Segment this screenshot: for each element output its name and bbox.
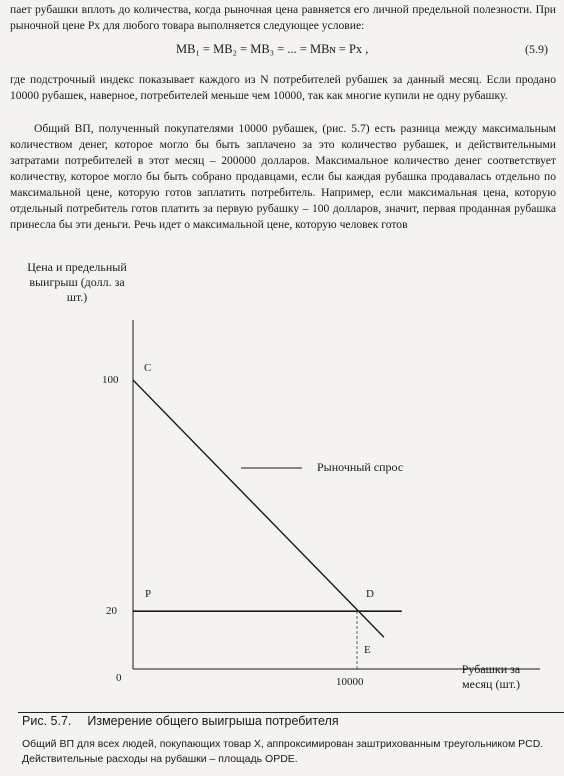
y-axis-label: Цена и предельный выигрыш (долл. за шт.) [27, 260, 127, 304]
paragraph-intro: пает рубашки вплоть до количества, когда рыночная цена равняется его личной предельной полезности. При рыночной цене Pх для любого товара выполняется следующее условие: [10, 3, 556, 32]
figure-caption-body: Общий ВП для всех людей, покупающих товар X, аппроксимирован заштрихованным треугольником PCD. Действительные расходы на рубашки – площадь OPDE. [22, 738, 544, 765]
y-tick-20: 20 [106, 605, 117, 617]
figure-title: Измерение общего выигрыша потребителя [87, 714, 339, 728]
x-axis-label: Рубашки за месяц (шт.) [461, 662, 521, 691]
point-label-p: P [145, 588, 152, 600]
x-tick-10000: 10000 [336, 676, 364, 688]
origin-label: 0 [116, 672, 122, 684]
equation: MB₁ = MB₂ = MB₃ = ... = MBɴ = Pх , [176, 42, 369, 56]
point-label-d: D [366, 588, 374, 600]
demand-line [133, 380, 384, 637]
point-label-c: C [144, 362, 152, 374]
figure-number: Рис. 5.7. [22, 714, 72, 728]
point-label-e: E [364, 644, 371, 656]
demand-curve-label: Рыночный спрос [317, 460, 404, 474]
chart-canvas [0, 250, 564, 710]
figure-5-7 [0, 250, 564, 710]
figure-caption-title [22, 714, 339, 728]
equation-row [0, 42, 556, 60]
paragraph-subscript-note: где подстрочный индекс показывает каждого из N потребителей рубашек за данный месяц. Если продано 10000 рубашек, наверное, потребителей меньше чем 10000, так как многие купили не одну рубашку. [10, 73, 556, 102]
y-tick-100: 100 [102, 374, 119, 386]
caption-rule [18, 712, 564, 713]
paragraph-consumer-surplus: Общий ВП, полученный покупателями 10000 рубашек, (рис. 5.7) есть разница между максимальным количеством денег, которое могло бы быть заплачено за это количество рубашек, и действительными затратами потребителей в этот месяц – 200000 долларов. Максимальное количество денег соответствует количеству, которое могло бы быть собрано продавцами, если бы каждая рубашка продавалась отдельно по максимальной цене, которую готов заплатить потребитель. Например, если максимальная цена, которую отдельный потребитель готов платить за первую рубашку – 100 долларов, значит, первая проданная рубашка принесла бы эти деньги. Речь идет о максимальной цене, которую человек готов [10, 122, 556, 231]
equation-number: (5.9) [525, 42, 548, 56]
